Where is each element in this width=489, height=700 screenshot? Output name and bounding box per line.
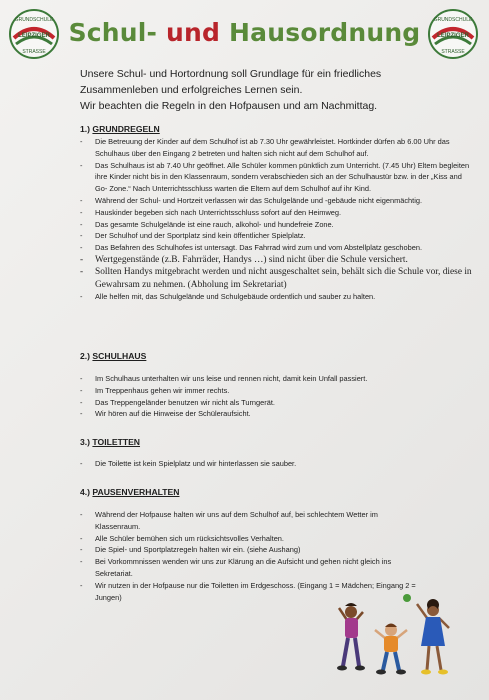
rule-item: - Alle helfen mit, das Schulgelände und Schulgebäude ordentlich und sauber zu halten.: [80, 291, 475, 303]
svg-text:STRASSE: STRASSE: [441, 49, 465, 55]
rule-item: - Die Betreuung der Kinder auf dem Schulhof ist ab 7.30 Uhr gewährleistet. Hortkinder dürfen ab 6.00 Uhr das Schulhaus über den Eingang 2 betreten und halten sich nicht auf dem Schulhof auf.: [80, 136, 475, 160]
rule-item: - Das Befahren des Schulhofes ist untersagt. Das Fahrrad wird zum und vom Abstellplatz geschoben.: [80, 242, 475, 254]
rule-item: - Hauskinder begeben sich nach Unterrichtsschluss sofort auf den Heimweg.: [80, 207, 475, 219]
section-number: 4.): [80, 487, 91, 497]
rule-item: - Die Toilette ist kein Spielplatz und wir hinterlassen sie sauber.: [80, 458, 475, 470]
svg-text:STRASSE: STRASSE: [22, 49, 46, 55]
rule-item: - Der Schulhof und der Sportplatz sind kein öffentlicher Spielplatz.: [80, 230, 475, 242]
section-heading-pausenverhalten: [80, 487, 179, 497]
rule-item: - Die Spiel- und Sportplatzregeln halten wir ein. (siehe Aushang): [80, 544, 420, 556]
section-heading-text: TOILETTEN: [92, 437, 141, 447]
section-heading-toiletten: [80, 437, 140, 447]
rule-item: - Wertgegenstände (z.B. Fahrräder, Handys …) sind nicht über die Schule versichert.: [80, 254, 475, 267]
intro-line: Unsere Schul- und Hortordnung soll Grundlage für ein friedliches: [80, 68, 382, 80]
section-heading-text: SCHULHAUS: [92, 351, 147, 361]
rules-list-grundregeln: [80, 136, 475, 303]
rule-item: - Im Schulhaus unterhalten wir uns leise und rennen nicht, damit kein Unfall passiert.: [80, 373, 475, 385]
intro-line: Wir beachten die Regeln in den Hofpausen und am Nachmittag.: [80, 100, 378, 112]
svg-text:GRUNDSCHULE: GRUNDSCHULE: [14, 17, 54, 23]
rule-item: - Das gesamte Schulgelände ist eine rauch, alkohol- und hundefreie Zone.: [80, 219, 475, 231]
rules-list-toiletten: [80, 458, 475, 470]
rule-item: - Wir hören auf die Hinweise der Schüleraufsicht.: [80, 408, 475, 420]
title-part-2: und: [166, 18, 221, 47]
intro-paragraph: [80, 66, 440, 114]
rule-item: - Während der Schul- und Hortzeit verlassen wir das Schulgelände und -gebäude nicht eigenmächtig.: [80, 195, 475, 207]
section-heading-text: GRUNDREGELN: [92, 124, 160, 134]
rule-item: - Das Treppengeländer benutzen wir nicht als Turngerät.: [80, 397, 475, 409]
rule-item: - Sollten Handys mitgebracht werden und nicht ausgeschaltet sein, behält sich die Schule vor, diese in Gewahrsam zu nehmen. (Abholung im Sekretariat): [80, 266, 475, 291]
rule-item: - Während der Hofpause halten wir uns auf dem Schulhof auf, bei schlechtem Wetter im Klassenraum.: [80, 509, 420, 533]
rule-item: - Wir nutzen in der Hofpause nur die Toiletten im Erdgeschoss. (Eingang 1 = Mädchen; Eingang 2 = Jungen): [80, 580, 420, 604]
section-heading-grundregeln: [80, 124, 160, 134]
svg-text:LEIPZIGER: LEIPZIGER: [437, 33, 469, 39]
rule-item: - Das Schulhaus ist ab 7.40 Uhr geöffnet. Alle Schüler kommen pünktlich zum Unterricht. (7.45 Uhr) Eltern begleiten ihre Kinder nicht bis in den Klassenraum, sondern verabschieden sich an der Schulhaustür bzw. in der „Kiss and Go- Zone.“ Nach Unterrichtsschluss warten die Eltern auf dem Schulhof auf ihr Kind.: [80, 160, 475, 195]
title-part-1: Schul-: [68, 18, 158, 47]
section-heading-schulhaus: [80, 351, 146, 361]
svg-text:GRUNDSCHULE: GRUNDSCHULE: [433, 17, 473, 23]
rules-list-schulhaus: [80, 373, 475, 420]
rule-item: - Bei Vorkommnissen wenden wir uns zur Klärung an die Aufsicht und gehen nicht gleich ins Sekretariat.: [80, 556, 420, 580]
section-number: 3.): [80, 437, 91, 447]
section-heading-text: PAUSENVERHALTEN: [92, 487, 180, 497]
page-title: [0, 18, 489, 47]
section-number: 2.): [80, 351, 91, 361]
rule-item: - Im Treppenhaus gehen wir immer rechts.: [80, 385, 475, 397]
svg-text:LEIPZIGER: LEIPZIGER: [18, 33, 50, 39]
playing-children-illustration: [329, 590, 459, 680]
section-number: 1.): [80, 124, 91, 134]
intro-line: Zusammenleben und erfolgreiches Lernen sein.: [80, 84, 303, 96]
rule-item: - Alle Schüler bemühen sich um rücksichtsvolles Verhalten.: [80, 533, 420, 545]
title-part-3: Hausordnung: [229, 18, 421, 47]
